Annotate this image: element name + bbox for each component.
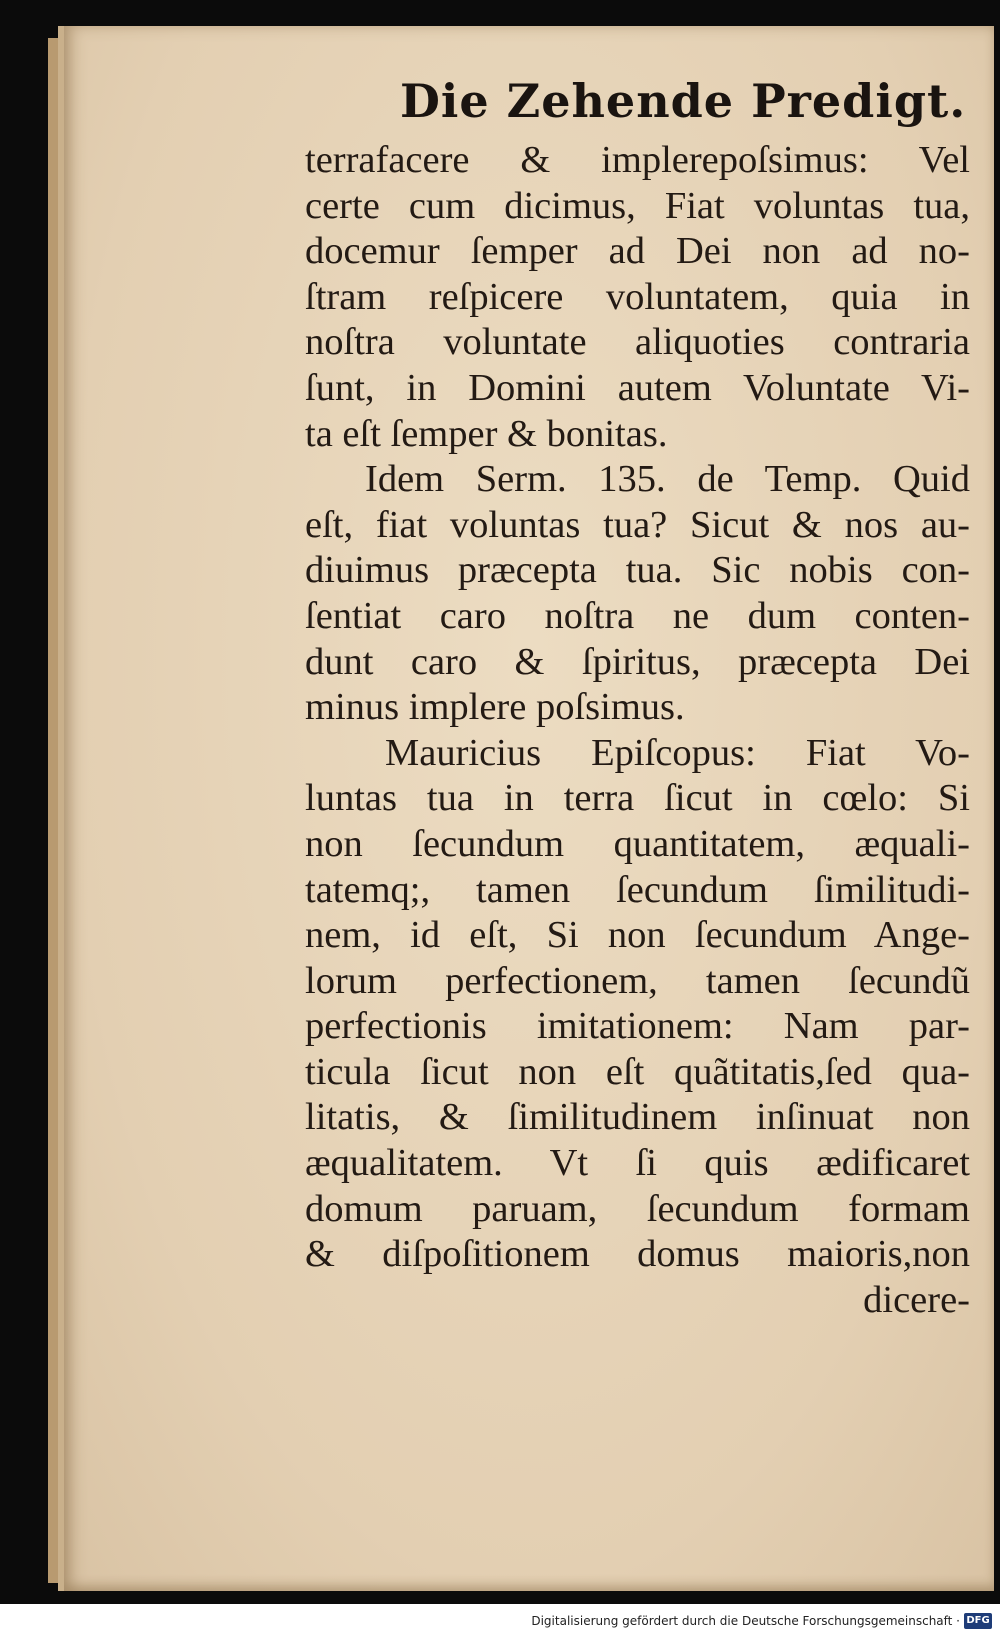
text-line: & diſpoſitionem domus maioris,non [305,1233,970,1276]
text-line: luntas tua in terra ſicut in cœlo: Si [305,777,970,820]
body-text [305,138,970,1323]
text-line: ticula ſicut non eſt quãtitatis,ſed qua- [305,1050,970,1093]
text-line: ſentiat caro noſtra ne dum conten- [305,594,970,637]
footer-bar [0,1604,1000,1634]
text-line: ſunt, in Domini autem Voluntate Vi- [305,366,970,409]
text-line: minus implere poſsimus. [305,686,685,729]
text-line: certe cum dicimus, Fiat voluntas tua, [305,184,970,227]
text-line: litatis, & ſimilitudinem inſinuat non [305,1096,970,1139]
text-line: Idem Serm. 135. de Temp. Quid [365,458,970,501]
text-line: ta eſt ſemper & bonitas. [305,412,668,455]
text-line: domum paruam, ſecundum formam [305,1187,970,1230]
text-line: diuimus præcepta tua. Sic nobis con- [305,549,970,592]
text-line: docemur ſemper ad Dei non ad no- [305,230,970,273]
text-line: perfectionis imitationem: Nam par- [305,1005,970,1048]
text-line: ſtram reſpicere voluntatem, quia in [305,275,970,318]
funding-notice: Digitalisierung gefördert durch die Deutsche Forschungsgemeinschaft · [531,1614,960,1628]
text-line: Mauricius Epiſcopus: Fiat Vo- [385,731,970,774]
dfg-logo: DFG [964,1613,992,1629]
text-line: eſt, fiat voluntas tua? Sicut & nos au- [305,503,970,546]
text-line: lorum perfectionem, tamen ſecundũ [305,959,970,1002]
text-line: noſtra voluntate aliquoties contraria [305,321,970,364]
text-line: dunt caro & ſpiritus, præcepta Dei [305,640,970,683]
text-line: nem, id eſt, Si non ſecundum Ange- [305,914,970,957]
text-line: non ſecundum quantitatem, æquali- [305,822,970,865]
text-line: æqualitatem. Vt ſi quis ædificaret [305,1142,970,1185]
catchword: dicere- [863,1278,970,1321]
text-line: tatemq;, tamen ſecundum ſimilitudi- [305,868,970,911]
page-heading: Die Zehende Predigt. [400,74,967,128]
text-line: terrafacere & implerepoſsimus: Vel [305,139,970,181]
